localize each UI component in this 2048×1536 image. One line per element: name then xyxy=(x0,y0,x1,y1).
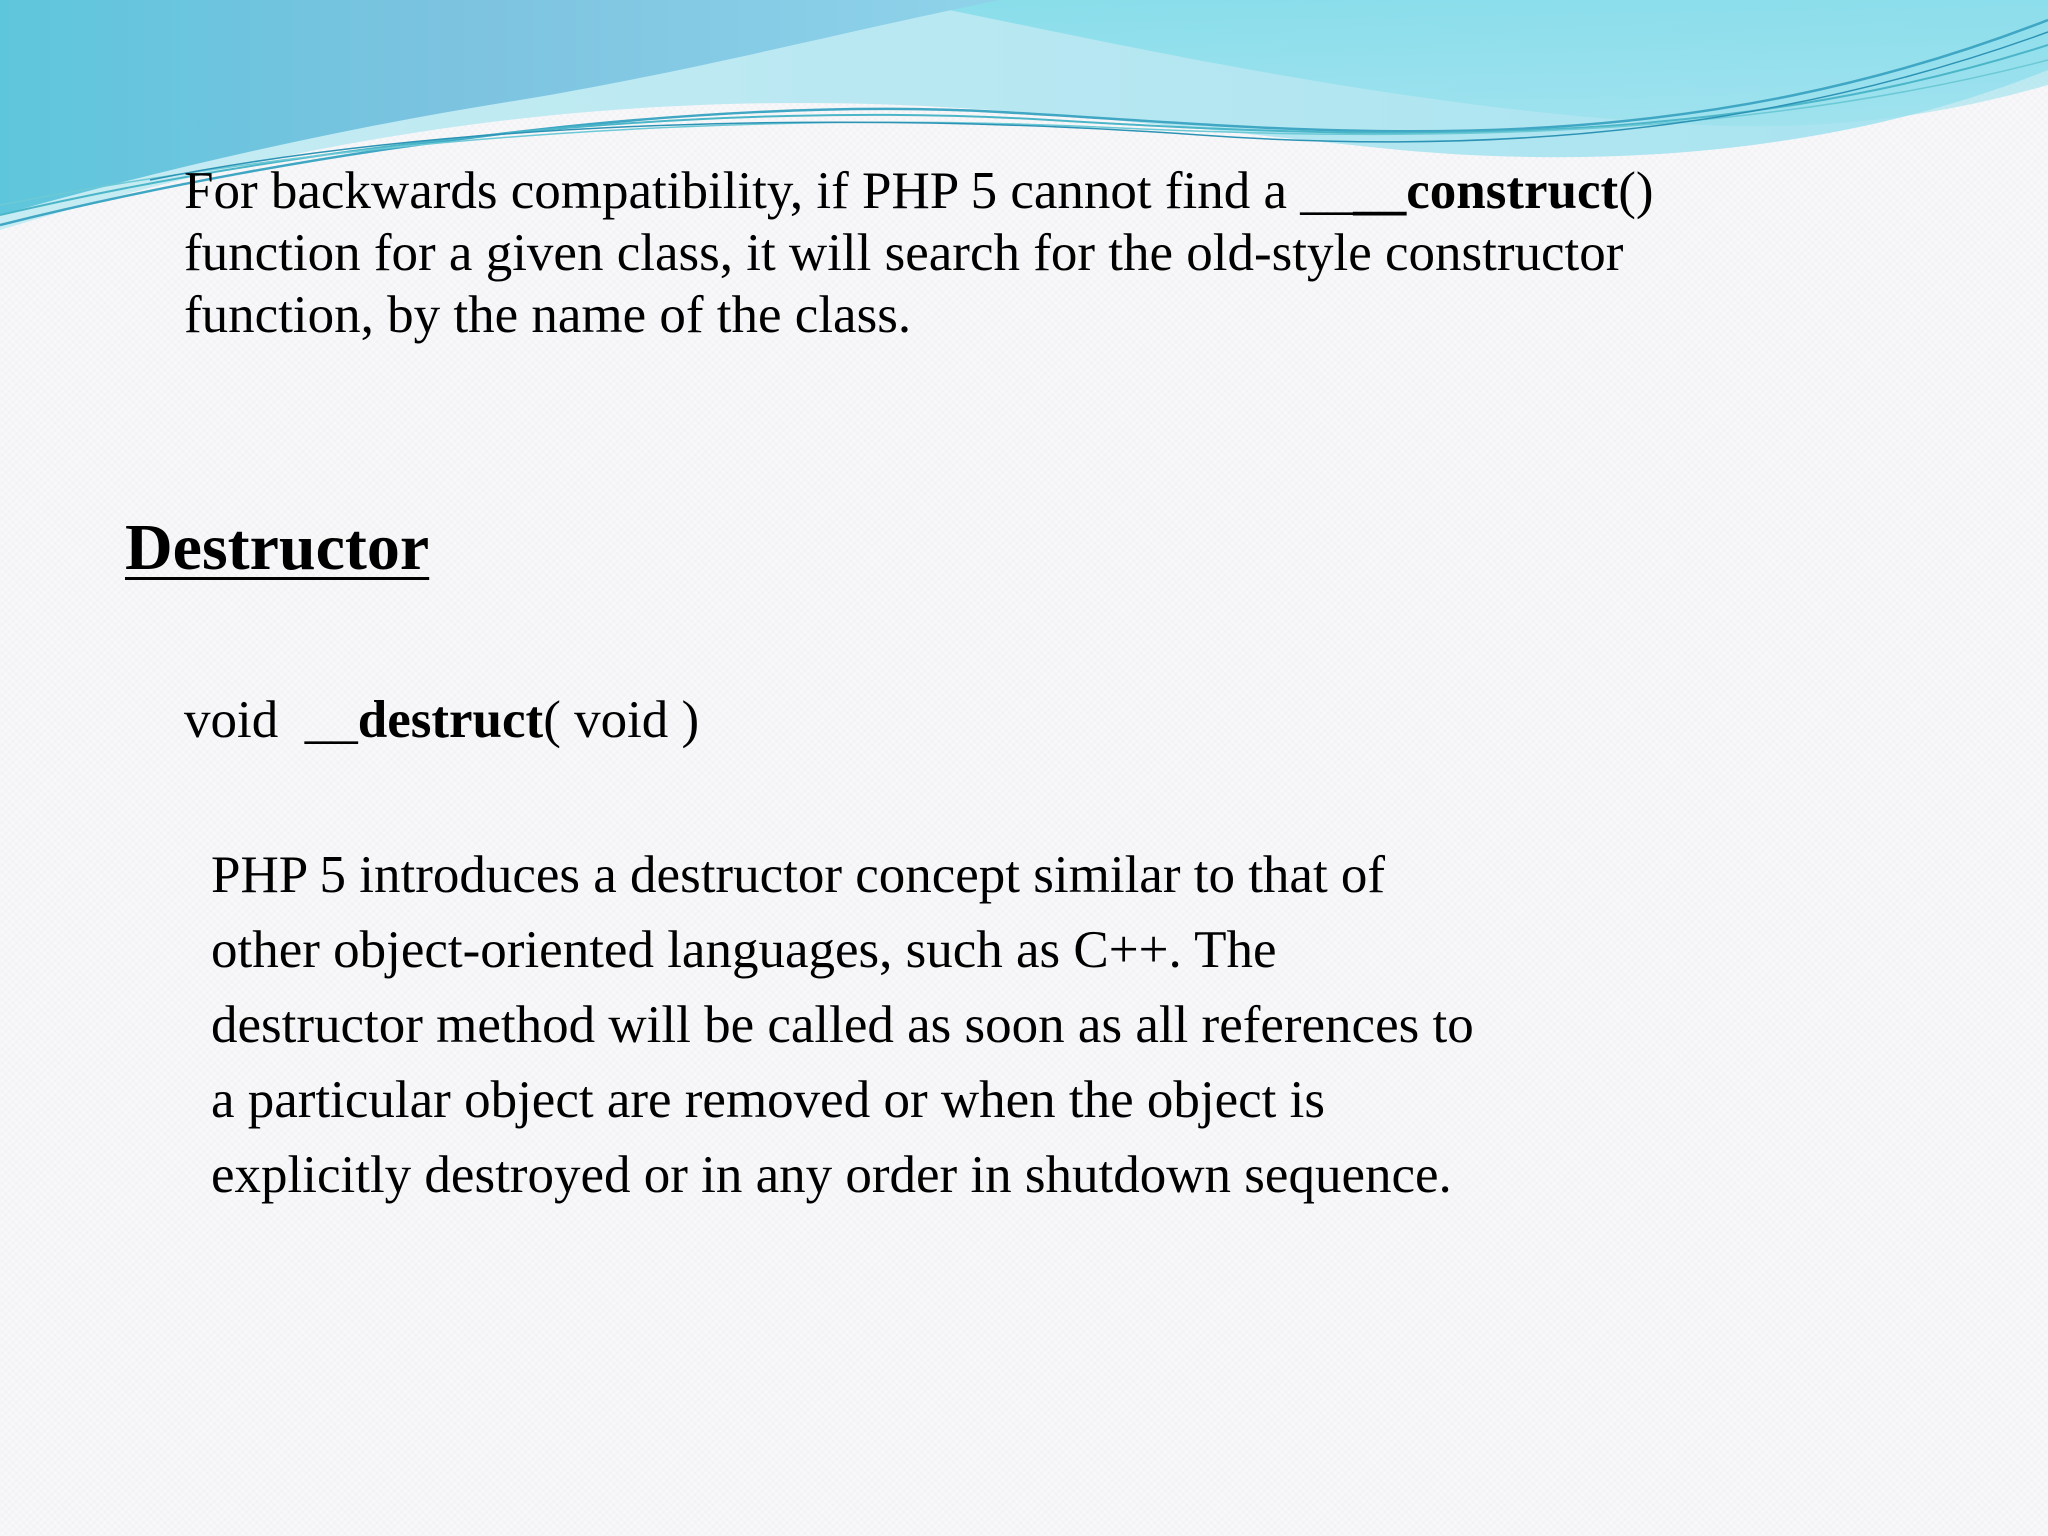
signature-params: ( void ) xyxy=(543,691,700,749)
intro-line-1-text: For backwards compatibility, if PHP 5 cannot find a xyxy=(184,162,1301,220)
description-line: explicitly destroyed or in any order in shutdown sequence. xyxy=(211,1146,1452,1204)
description-line: PHP 5 introduces a destructor concept similar to that of xyxy=(211,846,1386,904)
construct-parens: () xyxy=(1618,162,1654,220)
description-line: other object-oriented languages, such as C++. The xyxy=(211,921,1277,979)
construct-underscores: __ xyxy=(1300,162,1354,220)
constructor-compat-paragraph xyxy=(184,160,1654,346)
signature-method-name: destruct xyxy=(357,691,544,749)
destructor-heading: Destructor xyxy=(125,511,430,584)
destruct-signature: void __destruct( void ) xyxy=(184,691,700,749)
description-line: destructor method will be called as soon as all references to xyxy=(211,996,1474,1054)
signature-return-type: void xyxy=(184,691,279,749)
intro-line-3: function, by the name of the class. xyxy=(184,286,912,344)
destructor-description-paragraph xyxy=(211,838,1474,1213)
description-line: a particular object are removed or when the object is xyxy=(211,1071,1325,1129)
construct-method-name: __construct xyxy=(1353,162,1619,220)
intro-line-1 xyxy=(184,160,1654,222)
intro-line-2: function for a given class, it will search for the old-style constructor xyxy=(184,224,1624,282)
